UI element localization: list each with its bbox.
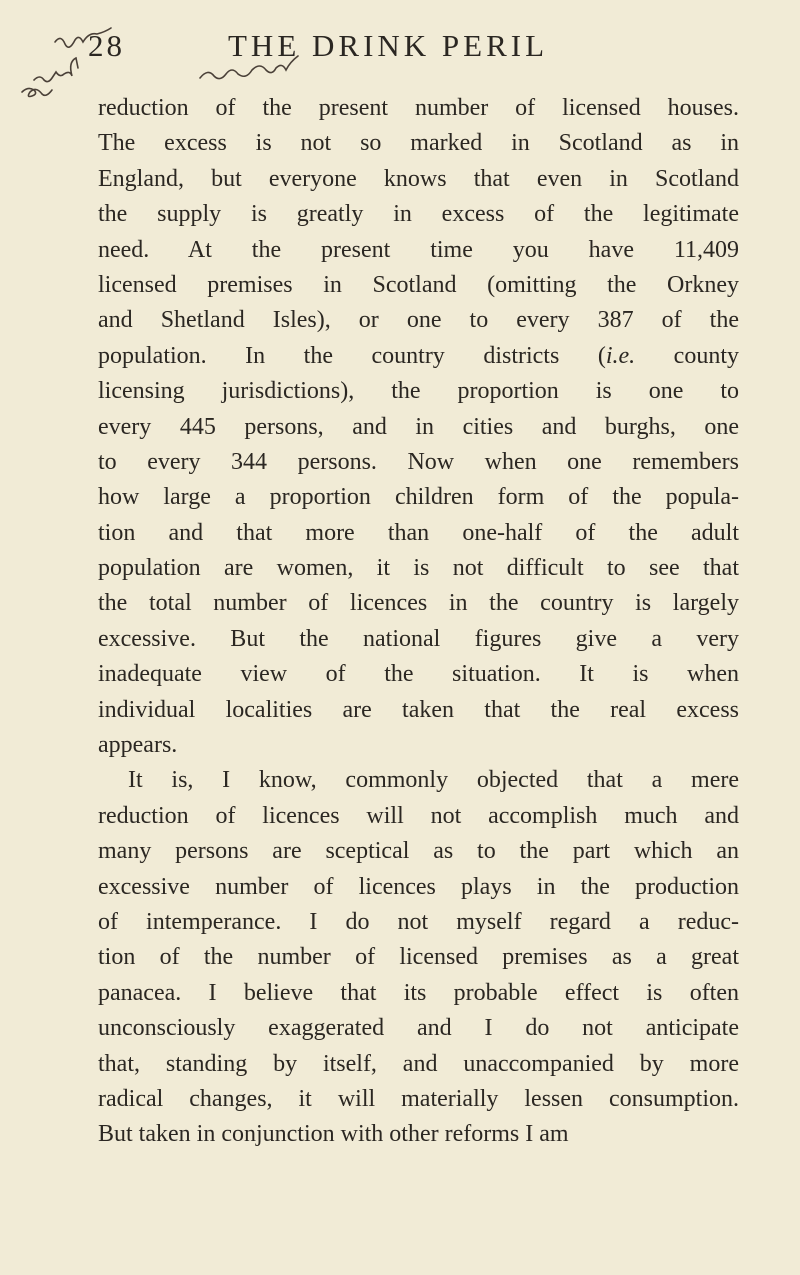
text-line: licensing jurisdictions), the proportion is one to xyxy=(98,378,739,405)
text-line: inadequate view of the situation. It is when xyxy=(98,661,739,688)
text-line: appears. xyxy=(98,732,178,759)
text-line: the total number of licences in the country is largely xyxy=(98,590,739,617)
text-line: of intemperance. I do not myself regard a reduc- xyxy=(98,908,739,935)
text-line: excessive. But the national figures give a very xyxy=(98,625,739,652)
text-line: that, standing by itself, and unaccompanied by more xyxy=(98,1050,739,1077)
text-line: It is, I know, commonly objected that a mere xyxy=(128,767,739,794)
text-line: reduction of the present number of licensed houses. xyxy=(98,95,739,121)
text-line: population. In the country districts (i.e. county xyxy=(98,342,739,369)
page-header xyxy=(88,28,708,72)
text-line: reduction of licences will not accomplish much and xyxy=(98,802,739,829)
text-line: England, but everyone knows that even in Scotland xyxy=(98,165,739,192)
text-line: need. At the present time you have 11,409 xyxy=(98,236,739,263)
text-line: tion and that more than one-half of the adult xyxy=(98,519,739,546)
text-line: tion of the number of licensed premises as a great xyxy=(98,944,739,971)
text-line: unconsciously exaggerated and I do not anticipate xyxy=(98,1015,739,1042)
text-line: to every 344 persons. Now when one remembers xyxy=(98,448,739,475)
text-line: The excess is not so marked in Scotland as in xyxy=(98,130,739,157)
text-line: radical changes, it will materially lessen consumption. xyxy=(98,1085,739,1112)
text-line: the supply is greatly in excess of the legitimate xyxy=(98,201,739,228)
text-line: every 445 persons, and in cities and burghs, one xyxy=(98,413,739,440)
text-line: But taken in conjunction with other reforms I am xyxy=(98,1121,569,1148)
body-text xyxy=(98,91,739,1153)
text-line: population are women, it is not difficult to see that xyxy=(98,555,739,582)
text-line: individual localities are taken that the real excess xyxy=(98,696,739,723)
text-line: and Shetland Isles), or one to every 387 of the xyxy=(98,307,739,334)
text-line: many persons are sceptical as to the part which an xyxy=(98,838,739,865)
text-line: licensed premises in Scotland (omitting the Orkney xyxy=(98,271,739,298)
text-line: excessive number of licences plays in the production xyxy=(98,873,739,900)
running-title: THE DRINK PERIL xyxy=(228,28,549,63)
page-number: 28 xyxy=(88,28,125,63)
text-line: panacea. I believe that its probable effect is often xyxy=(98,979,739,1006)
text-line: how large a proportion children form of the popula- xyxy=(98,484,739,511)
italic-abbreviation: i.e. xyxy=(605,342,636,369)
